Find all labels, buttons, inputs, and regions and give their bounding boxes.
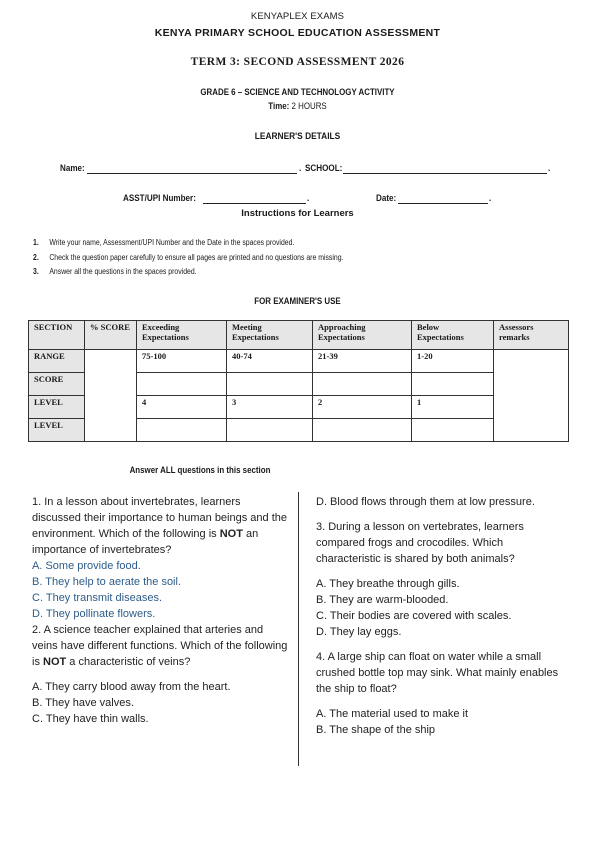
percent-score-cell[interactable]: [85, 350, 137, 442]
row-label-level: LEVEL: [29, 396, 85, 419]
option-d[interactable]: D. Blood flows through them at low pressure.: [316, 496, 535, 508]
col-header-below: Below Expectations: [412, 321, 494, 350]
name-period: .: [299, 163, 302, 173]
brand-name: KENYAPLEX EXAMS: [250, 11, 345, 22]
question-2: [32, 622, 288, 727]
questions-left-column: [32, 494, 288, 727]
option-b[interactable]: B. They help to aerate the soil.: [32, 576, 181, 588]
stem-emphasis: NOT: [43, 656, 67, 668]
question-stem: 3. During a lesson on vertebrates, learners compared frogs and crocodiles. Which characteristic is shared by both animals?: [316, 521, 524, 565]
row-label-range: RANGE: [29, 350, 85, 373]
question-stem: [32, 622, 288, 670]
learner-details-heading: LEARNER'S DETAILS: [254, 131, 341, 142]
level-meeting: 3: [227, 396, 313, 419]
stem-emphasis: NOT: [219, 528, 243, 540]
stem-text: 1. In a lesson about invertebrates, learners discussed their importance to human beings and the environment. Which of the following is: [32, 496, 287, 540]
time-allowed: [36, 101, 560, 111]
range-exceeding: 75-100: [137, 350, 227, 373]
questions-right-column: [316, 494, 564, 738]
stem-text-end: an importance of invertebrates?: [32, 528, 259, 556]
upi-field[interactable]: [203, 194, 306, 204]
option-d[interactable]: D. They pollinate flowers.: [32, 608, 156, 620]
question-4: [316, 649, 564, 738]
score-exceeding[interactable]: [137, 373, 227, 396]
instruction-number: 2.: [33, 252, 39, 262]
range-meeting: 40-74: [227, 350, 313, 373]
option-c[interactable]: C. Their bodies are covered with scales.: [316, 610, 512, 622]
time-label: Time:: [268, 101, 290, 111]
row-label-level-entry: LEVEL: [29, 419, 85, 442]
option-c[interactable]: C. They have thin walls.: [32, 713, 149, 725]
option-a[interactable]: A. Some provide food.: [32, 560, 141, 572]
instruction-item: [33, 236, 497, 251]
instruction-item: [33, 251, 497, 266]
upi-period: .: [307, 193, 310, 203]
level-entry-exceeding[interactable]: [137, 419, 227, 442]
range-below: 1-20: [412, 350, 494, 373]
score-approaching[interactable]: [313, 373, 412, 396]
date-label: Date:: [376, 193, 397, 203]
option-a[interactable]: A. They carry blood away from the heart.: [32, 681, 231, 693]
school-period: .: [548, 163, 551, 173]
stem-text: 2. A science teacher explained that arteries and veins have different functions. Which of the following is: [32, 624, 288, 668]
col-header-approaching: Approaching Expectations: [313, 321, 412, 350]
option-b[interactable]: B. The shape of the ship: [316, 724, 436, 736]
col-header-section: SECTION: [29, 321, 85, 350]
question-stem: 4. A large ship can float on water while a small crushed bottle top may sink. What mainly enables the ship to float?: [316, 651, 559, 695]
date-field[interactable]: [398, 194, 488, 204]
level-entry-approaching[interactable]: [313, 419, 412, 442]
instruction-number: 1.: [33, 238, 39, 247]
option-b[interactable]: B. They are warm-blooded.: [316, 594, 449, 606]
assessment-title: KENYA PRIMARY SCHOOL EDUCATION ASSESSMENT: [154, 27, 441, 39]
range-approaching: 21-39: [313, 350, 412, 373]
instruction-text: Write your name, Assessment/UPI Number and the Date in the spaces provided.: [49, 238, 295, 247]
col-header-meeting: Meeting Expectations: [227, 321, 313, 350]
instruction-text: Check the question paper carefully to ensure all pages are printed and no questions are missing.: [49, 252, 344, 262]
instructions-list: [33, 236, 573, 280]
option-d[interactable]: D. They lay eggs.: [316, 626, 402, 638]
level-entry-meeting[interactable]: [227, 419, 313, 442]
instructions-heading: Instructions for Learners: [241, 208, 354, 219]
instruction-item: [33, 265, 497, 280]
level-approaching: 2: [313, 396, 412, 419]
instruction-number: 3.: [33, 267, 39, 276]
col-header-exceeding: Exceeding Expectations: [137, 321, 227, 350]
row-label-score: SCORE: [29, 373, 85, 396]
subject-title: GRADE 6 – SCIENCE AND TECHNOLOGY ACTIVITY: [200, 87, 395, 97]
level-exceeding: 4: [137, 396, 227, 419]
score-below[interactable]: [412, 373, 494, 396]
option-c[interactable]: C. They transmit diseases.: [32, 592, 163, 604]
examiner-heading: FOR EXAMINER'S USE: [254, 296, 341, 306]
option-b[interactable]: B. They have valves.: [32, 697, 134, 709]
table-row-range: [29, 350, 569, 373]
option-a[interactable]: A. The material used to make it: [316, 708, 469, 720]
name-label: Name:: [60, 163, 85, 173]
col-header-score: % SCORE: [85, 321, 137, 350]
examiner-header-row: [29, 321, 569, 350]
stem-text-end: a characteristic of veins?: [66, 656, 191, 668]
question-stem: [32, 494, 288, 558]
time-value: 2 HOURS: [291, 101, 327, 111]
examiner-table: [28, 320, 569, 442]
name-field[interactable]: [87, 164, 297, 174]
score-meeting[interactable]: [227, 373, 313, 396]
option-a[interactable]: A. They breathe through gills.: [316, 578, 460, 590]
section-instruction: Answer ALL questions in this section: [129, 465, 271, 475]
question-3: [316, 519, 564, 640]
school-label: SCHOOL:: [305, 163, 343, 173]
level-below: 1: [412, 396, 494, 419]
upi-label: ASST/UPI Number:: [123, 193, 196, 203]
remarks-cell[interactable]: [494, 350, 569, 442]
question-1: [32, 494, 288, 622]
level-entry-below[interactable]: [412, 419, 494, 442]
column-divider: [298, 492, 299, 766]
col-header-remarks: Assessors remarks: [494, 321, 569, 350]
school-field[interactable]: [343, 164, 547, 174]
date-period: .: [489, 193, 492, 203]
term-title: TERM 3: SECOND ASSESSMENT 2026: [190, 56, 405, 68]
instruction-text: Answer all the questions in the spaces provided.: [49, 267, 197, 276]
